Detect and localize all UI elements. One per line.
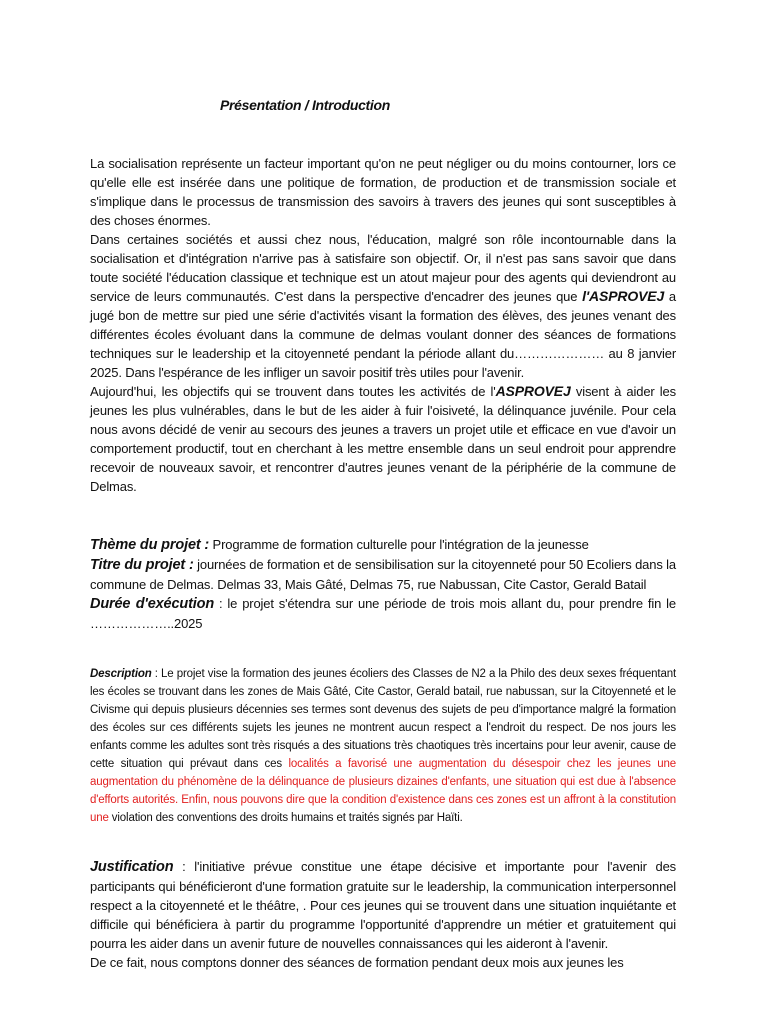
intro-paragraph-3-text-b: visent à aider les jeunes les plus vulnérables, dans le but de les aider à fuir l'oisiveté, la délinquance juvénile. Pour cela nous avons décidé de venir au secours des jeunes a travers un projet utile et efficace en vue d'avoir un comportement productif, tout en cherchant à les mettre ensemble dans un seul endroit pour apprendre recevoir de nouveaux savoir, et rencontrer d'autres jeunes venant de la périphérie de la commune de Delmas. [90,384,676,494]
description-paragraph [90,665,676,827]
description-text: : Le projet vise la formation des jeunes écoliers des Classes de N2 a la Philo des deux sexes fréquentant les écoles se trouvant dans les zones de Mais Gâté, Cite Castor, Gerald batail, rue nabussan, sur la Citoyenneté et le Civisme qui depuis plusieurs décennies ses termes sont devenus des sujets de peu d'importance malgré la formation des écoles sur ces différents sujets les jeunes ne montrent aucun respect a l'endroit du respect. De nos jours les enfants comme les adultes sont très risqués a des situations très chaotiques très incertains pour leur avenir, cause de cette situation qui prévaut dans ces [90,668,676,770]
project-details [90,535,676,633]
description-highlighted-text: localités a favorisé une augmentation du désespoir chez les jeunes une augmentation du phénomène de la délinquance de plusieurs dizaines d'enfants, une situation qui est due à l'absence d'efforts autorités. Enfin, nous pouvons dire que la condition d'existence dans ces zones est un affront à la constitution une [90,758,676,824]
project-duration [90,594,676,633]
project-theme [90,535,676,555]
project-title-label: Titre du projet : [90,557,194,573]
organization-name: ASPROVEJ [495,383,571,399]
description-label: Description [90,668,152,680]
project-title [90,555,676,594]
justification-paragraph [90,857,676,953]
justification-label: Justification [90,859,174,875]
intro-paragraph-1: La socialisation représente un facteur important qu'on ne peut négliger ou du moins contourner, lors ce qu'elle elle est insérée dans une politique de formation, de production et de transmission sociale et s'implique dans le processus de transmission des savoirs à travers des jeunes qui sont susceptibles à des choses énormes. [90,156,676,228]
intro-paragraph-2-text-a: Dans certaines sociétés et aussi chez nous, l'éducation, malgré son rôle incontournable dans la socialisation et d'intégration n'arrive pas à satisfaire son objectif. Or, il n'est pas sans savoir que dans toute société l'éducation classique et technique est un atout majeur pour des agents qui deviendront au service de leurs communautés. C'est dans la perspective d'encadrer des jeunes que [90,232,676,304]
project-theme-value: Programme de formation culturelle pour l'intégration de la jeunesse [209,537,589,552]
project-duration-value: : le projet s'étendra sur une période de trois mois allant du, pour prendre fin le ………………..2025 [90,596,676,631]
introduction-section [90,154,676,496]
justification-section [90,857,676,972]
description-section [90,665,676,827]
project-title-value: journées de formation et de sensibilisation sur la citoyenneté pour 50 Ecoliers dans la commune de Delmas. Delmas 33, Mais Gâté, Delmas 75, rue Nabussan, Cite Castor, Gerald Batail [90,557,676,592]
justification-paragraph-2: De ce fait, nous comptons donner des séances de formation pendant deux mois aux jeunes les [90,955,624,970]
organization-name: l'ASPROVEJ [582,288,665,304]
description-text-end: violation des conventions des droits humains et traités signés par Haïti. [108,812,463,824]
project-duration-label: Durée d'exécution [90,596,215,612]
intro-paragraph-3-text-a: Aujourd'hui, les objectifs qui se trouvent dans toutes les activités de l' [90,384,496,399]
project-theme-label: Thème du projet : [90,537,210,553]
intro-paragraph-2 [90,230,676,382]
page-title: Présentation / Introduction [220,97,391,113]
intro-paragraph-3 [90,382,676,496]
intro-paragraph-2-text-b: a jugé bon de mettre sur pied une série d'activités visant la formation des élèves, des jeunes venant des différentes écoles évoluant dans la commune de delmas voulant donner des séances de formations techniques sur le leadership et la citoyenneté pendant la période allant du………………… au 8 janvier 2025. Dans l'espérance de les infliger un savoir positif très utiles pour l'avenir. [90,289,676,380]
justification-text: : l'initiative prévue constitue une étape décisive et importante pour l'avenir des participants qui bénéficieront d'une formation gratuite sur le leadership, la communication interpersonnel respect a la citoyenneté et le théâtre, . Pour ces jeunes qui se trouvent dans une situation inquiétante et difficile qui bénéficiera à partir du programme l'opportunité d'apprendre un métier et gratuitement qui pourra les aider dans un avenir future de nouvelles connaissances qui les aideront à l'avenir. [90,859,676,951]
